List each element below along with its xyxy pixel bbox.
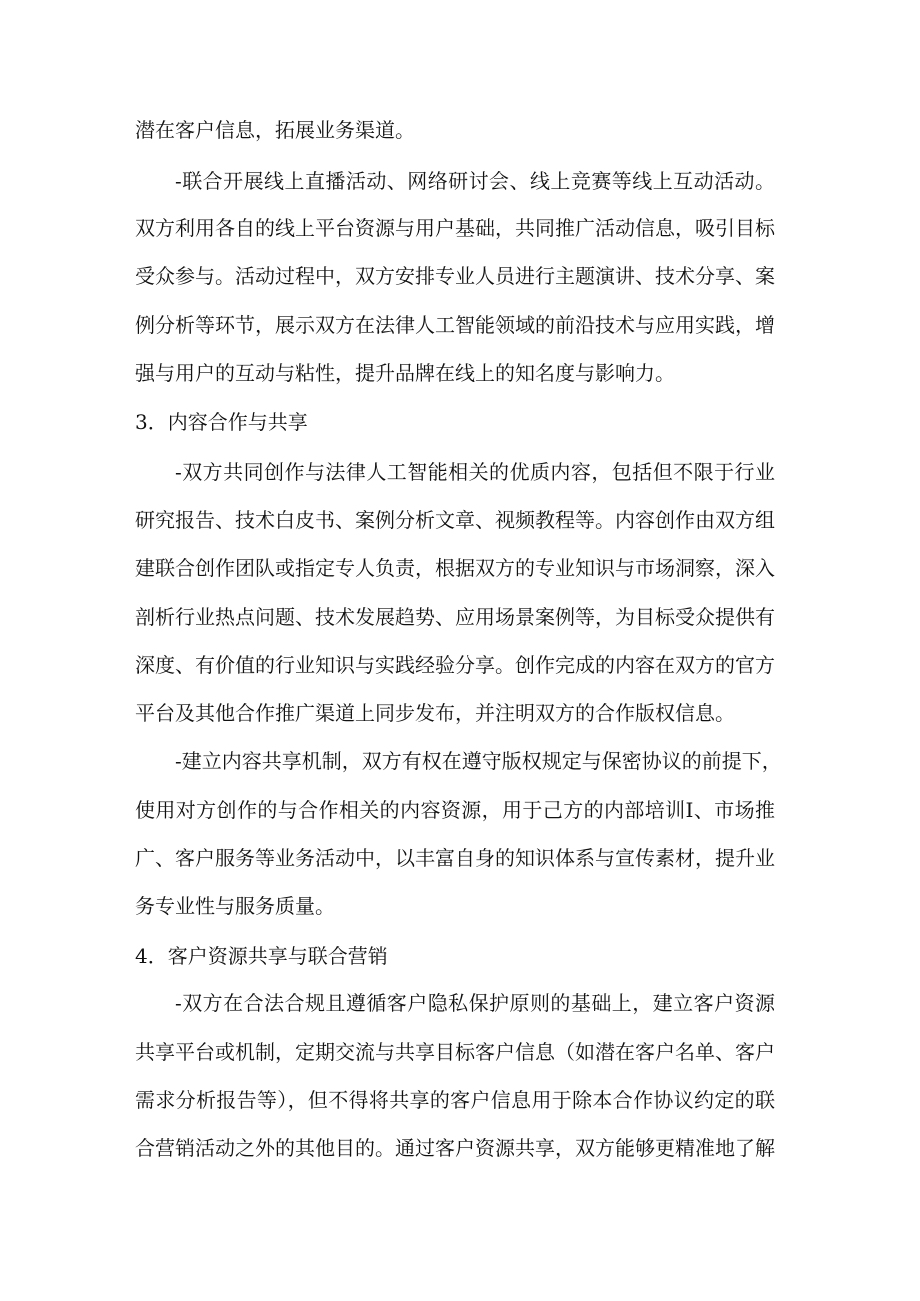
text-line: 潜在客户信息，拓展业务渠道。 bbox=[135, 118, 415, 142]
text-line: 受众参与。活动过程中，双方安排专业人员进行主题演讲、技术分享、案 bbox=[135, 264, 775, 288]
section-heading: 3．内容合作与共享 bbox=[135, 410, 308, 434]
text-line: 需求分析报告等），但不得将共享的客户信息用于除本合作协议约定的联 bbox=[135, 1088, 775, 1112]
text-line: -联合开展线上直播活动、网络研讨会、线上竞赛等线上互动活动。 bbox=[175, 169, 775, 193]
text-line: 例分析等环节，展示双方在法律人工智能领域的前沿技术与应用实践，增 bbox=[135, 313, 775, 337]
text-line: 平台及其他合作推广渠道上同步发布，并注明双方的合作版权信息。 bbox=[135, 701, 735, 725]
text-line: 建联合创作团队或指定专人负责，根据双方的专业知识与市场洞察，深入 bbox=[135, 556, 775, 580]
text-line: 强与用户的互动与粘性，提升品牌在线上的知名度与影响力。 bbox=[135, 361, 675, 385]
text-line: 共享平台或机制，定期交流与共享目标客户信息（如潜在客户名单、客户 bbox=[135, 1040, 775, 1064]
text-line: 研究报告、技术白皮书、案例分析文章、视频教程等。内容创作由双方组 bbox=[135, 508, 775, 532]
text-line: 务专业性与服务质量。 bbox=[135, 894, 335, 918]
text-line: 双方利用各自的线上平台资源与用户基础，共同推广活动信息，吸引目标 bbox=[135, 216, 775, 240]
text-line: 剖析行业热点问题、技术发展趋势、应用场景案例等，为目标受众提供有 bbox=[135, 605, 775, 629]
text-line: -双方共同创作与法律人工智能相关的优质内容，包括但不限于行业 bbox=[175, 460, 775, 484]
text-line: 广、客户服务等业务活动中，以丰富自身的知识体系与宣传素材，提升业 bbox=[135, 846, 775, 870]
text-line: -双方在合法合规且遵循客户隐私保护原则的基础上，建立客户资源 bbox=[175, 991, 775, 1015]
text-line: 使用对方创作的与合作相关的内容资源，用于己方的内部培训I、市场推 bbox=[135, 798, 775, 822]
text-line: 合营销活动之外的其他目的。通过客户资源共享，双方能够更精准地了解 bbox=[135, 1136, 775, 1160]
section-heading: 4．客户资源共享与联合营销 bbox=[135, 944, 388, 968]
text-line: 深度、有价值的行业知识与实践经验分享。创作完成的内容在双方的官方 bbox=[135, 653, 775, 677]
text-line: -建立内容共享机制，双方有权在遵守版权规定与保密协议的前提下， bbox=[175, 749, 782, 773]
